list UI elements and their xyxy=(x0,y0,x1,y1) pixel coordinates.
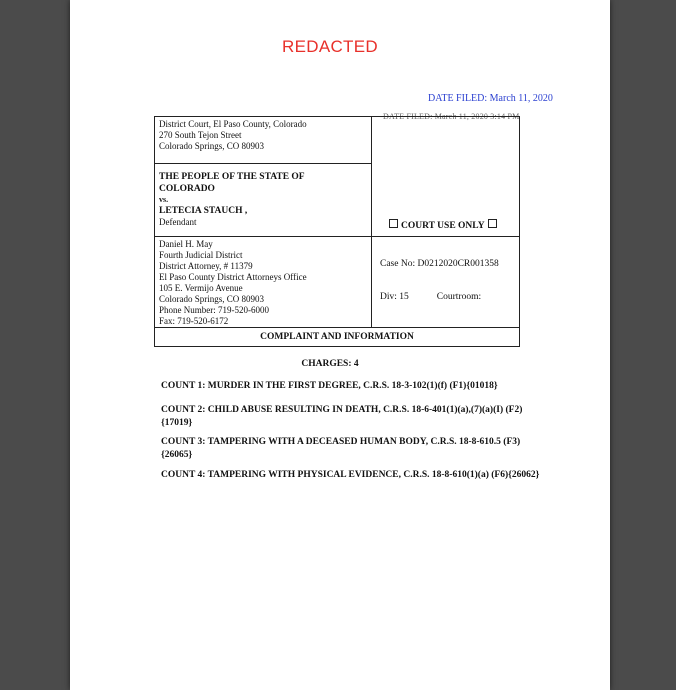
charge-count: COUNT 2: CHILD ABUSE RESULTING IN DEATH, C.R.S. 18-6-401(1)(a),(7)(a)(I) (F2){17019} xyxy=(161,405,523,428)
court-line: District Court, El Paso County, Colorado xyxy=(159,119,307,129)
date-filed-stamp: DATE FILED: March 11, 2020 3:14 PM xyxy=(383,112,520,121)
attorney-line: El Paso County District Attorneys Office xyxy=(159,272,307,282)
charge-count: COUNT 1: MURDER IN THE FIRST DEGREE, C.R.S. 18-3-102(1)(f) (F1){01018} xyxy=(161,381,498,391)
courtroom: Courtroom: xyxy=(436,292,482,302)
division: Div: 15 xyxy=(380,292,409,302)
defendant-name: LETECIA STAUCH , xyxy=(159,206,248,216)
case-number: Case No: D0212020CR001358 xyxy=(380,259,499,269)
document-page xyxy=(70,0,610,690)
plaintiff-line: THE PEOPLE OF THE STATE OF xyxy=(159,172,305,182)
attorney-line: 105 E. Vermijo Avenue xyxy=(159,283,243,293)
division-row xyxy=(380,292,481,303)
attorney-line: Phone Number: 719-520-6000 xyxy=(159,305,269,315)
date-filed: DATE FILED: March 11, 2020 xyxy=(428,93,553,104)
versus-label: vs. xyxy=(159,195,169,204)
checkbox-icon xyxy=(488,219,497,228)
attorney-line: Colorado Springs, CO 80903 xyxy=(159,294,265,304)
attorney-line: Fax: 719-520-6172 xyxy=(159,316,229,326)
checkbox-icon xyxy=(389,219,398,228)
charges-heading: CHARGES: 4 xyxy=(301,359,359,369)
attorney-line: Fourth Judicial District xyxy=(159,250,243,260)
court-use-only-label: COURT USE ONLY xyxy=(401,221,485,231)
defendant-role: Defendant xyxy=(159,217,197,227)
attorney-block xyxy=(155,237,372,328)
court-line: 270 South Tejon Street xyxy=(159,130,242,140)
plaintiff-line: COLORADO xyxy=(159,184,215,194)
parties-block xyxy=(155,164,372,237)
document-title: COMPLAINT AND INFORMATION xyxy=(260,332,414,342)
court-use-only-cell xyxy=(372,117,519,237)
charge-count: COUNT 4: TAMPERING WITH PHYSICAL EVIDENCE, C.R.S. 18-8-610(1)(a) (F6){26062} xyxy=(161,470,540,480)
charge-count: COUNT 3: TAMPERING WITH A DECEASED HUMAN BODY, C.R.S. 18-8-610.5 (F3){26065} xyxy=(161,437,521,460)
court-line: Colorado Springs, CO 80903 xyxy=(159,141,265,151)
caption-box xyxy=(154,116,520,347)
redacted-label: REDACTED xyxy=(282,37,378,56)
attorney-line: Daniel H. May xyxy=(159,239,213,249)
court-use-only xyxy=(386,219,500,232)
case-number-cell xyxy=(372,237,519,328)
court-address xyxy=(155,117,372,164)
attorney-line: District Attorney, # 11379 xyxy=(159,261,253,271)
